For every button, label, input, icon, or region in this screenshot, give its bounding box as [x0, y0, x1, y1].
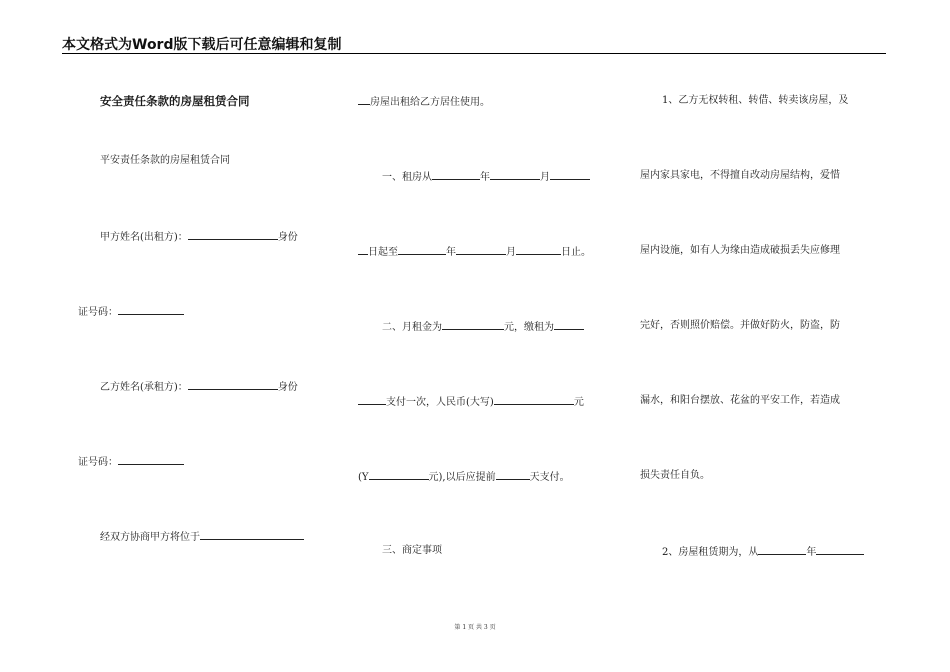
month-label: 月	[540, 172, 550, 183]
col1-line-5	[78, 455, 184, 469]
document-header: 本文格式为Word版下载后可任意编辑和复制	[62, 37, 342, 53]
amount-figure-open: (Y	[358, 472, 369, 483]
page-footer: 第 1 页 共 3 页	[454, 624, 496, 631]
monthly-rent-label: 二、月租金为	[382, 322, 442, 333]
col3-line-1: 1、乙方无权转租、转借、转卖该房屋，及	[662, 95, 849, 106]
lessee-name-blank	[188, 380, 278, 390]
end-day-blank	[516, 245, 561, 255]
end-year-label: 年	[446, 247, 456, 258]
lessee-name-label: 乙方姓名(承租方)：	[100, 382, 188, 393]
col2-line-1	[358, 95, 490, 109]
advance-payment-label: 元),以后应提前	[428, 472, 496, 483]
lessor-id-number-label: 证号码：	[78, 307, 118, 318]
yuan-label: 元	[573, 397, 584, 408]
year-label: 年	[480, 172, 490, 183]
payment-period-blank	[554, 320, 584, 330]
col3-line-7	[662, 545, 864, 559]
col1-line-6	[100, 530, 304, 544]
header-rule	[62, 53, 886, 54]
lessee-id-blank	[118, 455, 184, 465]
end-month-blank	[456, 245, 506, 255]
lessee-id-label: 身份	[277, 382, 298, 393]
amount-words-blank	[494, 395, 574, 405]
days-pay-label: 天支付。	[529, 472, 570, 483]
lessor-id-blank	[118, 305, 184, 315]
lease-start-year-blank	[758, 545, 806, 555]
col3-line-6: 损失责任自负。	[640, 470, 710, 481]
payment-period-blank-cont	[358, 395, 386, 405]
col1-line-3	[78, 305, 184, 319]
monthly-rent-blank	[442, 320, 504, 330]
start-day-blank-cont	[358, 245, 368, 255]
end-year-blank	[398, 245, 446, 255]
payment-amount-label: 支付一次，人民币(大写)	[386, 397, 494, 408]
agreed-matters-heading: 三、商定事项	[382, 545, 442, 556]
col1-line-1: 平安责任条款的房屋租赁合同	[100, 155, 230, 166]
lease-year-label: 年	[806, 547, 817, 558]
contract-title: 安全责任条款的房屋租赁合同	[100, 94, 250, 108]
payment-period-label: 元，缴租为	[504, 322, 554, 333]
col2-line-3	[358, 245, 591, 259]
col2-line-6	[358, 470, 570, 484]
lessee-id-number-label: 证号码：	[78, 457, 118, 468]
lease-period-label: 2、房屋租赁期为，从	[662, 547, 759, 558]
start-month-blank	[490, 170, 540, 180]
advance-days-blank	[496, 470, 530, 480]
col1-line-2	[100, 230, 298, 244]
col3-line-4: 完好，否则照价赔偿。并做好防火，防盗，防	[640, 320, 840, 331]
location-blank-cont	[358, 95, 370, 105]
location-label: 经双方协商甲方将位于	[100, 532, 200, 543]
col1-line-4	[100, 380, 298, 394]
col3-line-2: 屋内家具家电，不得擅自改动房屋结构，爱惜	[640, 170, 840, 181]
location-blank	[200, 530, 304, 540]
end-month-label: 月	[506, 247, 516, 258]
col2-line-2	[382, 170, 590, 184]
lessor-name-label: 甲方姓名(出租方)：	[100, 232, 188, 243]
term-end-label: 日起至	[368, 247, 398, 258]
col3-line-5: 漏水，和阳台摆放、花盆的平安工作，若造成	[640, 395, 840, 406]
lease-start-month-blank	[816, 545, 864, 555]
col2-line-5	[358, 395, 584, 409]
rental-use-text: 房屋出租给乙方居住使用。	[370, 97, 490, 108]
end-day-label: 日止。	[561, 247, 591, 258]
col3-line-3: 屋内设施，如有人为缘由造成破损丢失应修理	[640, 245, 840, 256]
amount-figure-blank	[369, 470, 429, 480]
start-year-blank	[432, 170, 480, 180]
lessor-id-label: 身份	[277, 232, 298, 243]
lessor-name-blank	[188, 230, 278, 240]
col2-line-4	[382, 320, 584, 334]
term-start-label: 一、租房从	[382, 172, 432, 183]
start-day-blank	[550, 170, 590, 180]
